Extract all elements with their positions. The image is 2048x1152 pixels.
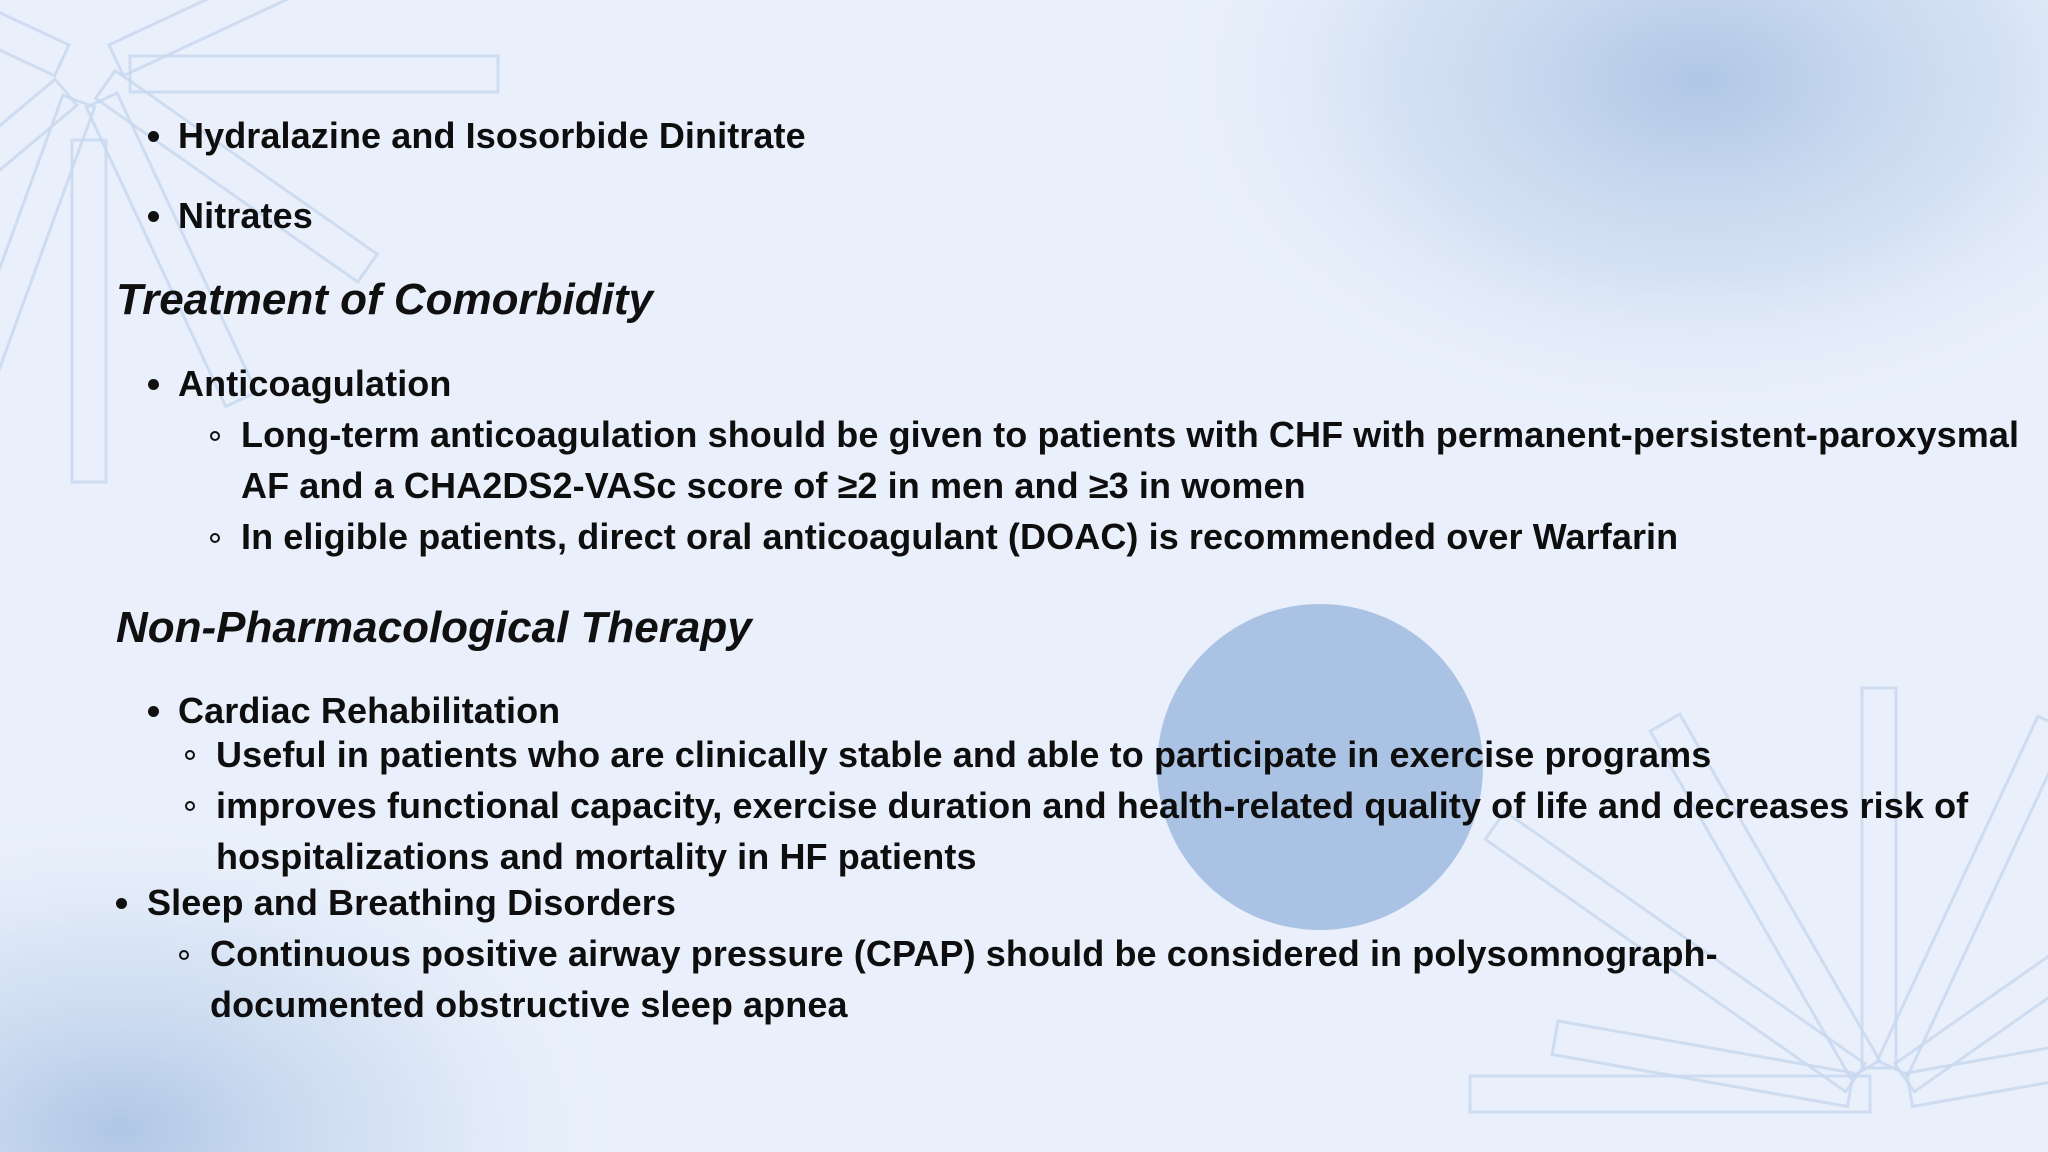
non-pharm-heading: Non-Pharmacological Therapy bbox=[116, 603, 752, 652]
sub-bullet-icon bbox=[179, 950, 189, 960]
cardiac-rehab-sub-2-line-2: hospitalizations and mortality in HF patients bbox=[216, 836, 977, 877]
bullet-icon bbox=[116, 898, 127, 909]
bullet-icon bbox=[148, 131, 159, 142]
cardiac-rehab-sub-1: Useful in patients who are clinically stable and able to participate in exercise programs bbox=[216, 734, 1712, 775]
sub-bullet-icon bbox=[210, 533, 220, 543]
anticoagulation-item: Anticoagulation bbox=[178, 363, 452, 404]
cardiac-rehab-item: Cardiac Rehabilitation bbox=[178, 690, 561, 731]
sleep-disorders-item: Sleep and Breathing Disorders bbox=[147, 882, 677, 923]
sleep-sub-line-2: documented obstructive sleep apnea bbox=[210, 984, 848, 1025]
top-right-glow bbox=[1140, 0, 2048, 440]
anticoagulation-sub-1-line-1: Long-term anticoagulation should be given to patients with CHF with permanent-persistent-paroxysmal bbox=[241, 414, 2020, 455]
comorbidity-heading: Treatment of Comorbidity bbox=[116, 275, 654, 324]
sub-bullet-icon bbox=[185, 750, 195, 760]
bullet-icon bbox=[148, 379, 159, 390]
bullet-icon bbox=[148, 211, 159, 222]
list-item-nitrates: Nitrates bbox=[178, 195, 313, 236]
list-item-hydralazine: Hydralazine and Isosorbide Dinitrate bbox=[178, 115, 806, 156]
bullet-icon bbox=[148, 706, 159, 717]
anticoagulation-sub-2: In eligible patients, direct oral anticoagulant (DOAC) is recommended over Warfarin bbox=[241, 516, 1679, 557]
anticoagulation-sub-1-line-2: AF and a CHA2DS2-VASc score of ≥2 in men and ≥3 in women bbox=[241, 465, 1306, 506]
sub-bullet-icon bbox=[210, 431, 220, 441]
sub-bullet-icon bbox=[185, 801, 195, 811]
sleep-sub-line-1: Continuous positive airway pressure (CPAP) should be considered in polysomnograph- bbox=[210, 933, 1718, 974]
cardiac-rehab-sub-2-line-1: improves functional capacity, exercise duration and health-related quality of life and decreases risk of bbox=[216, 785, 1969, 826]
